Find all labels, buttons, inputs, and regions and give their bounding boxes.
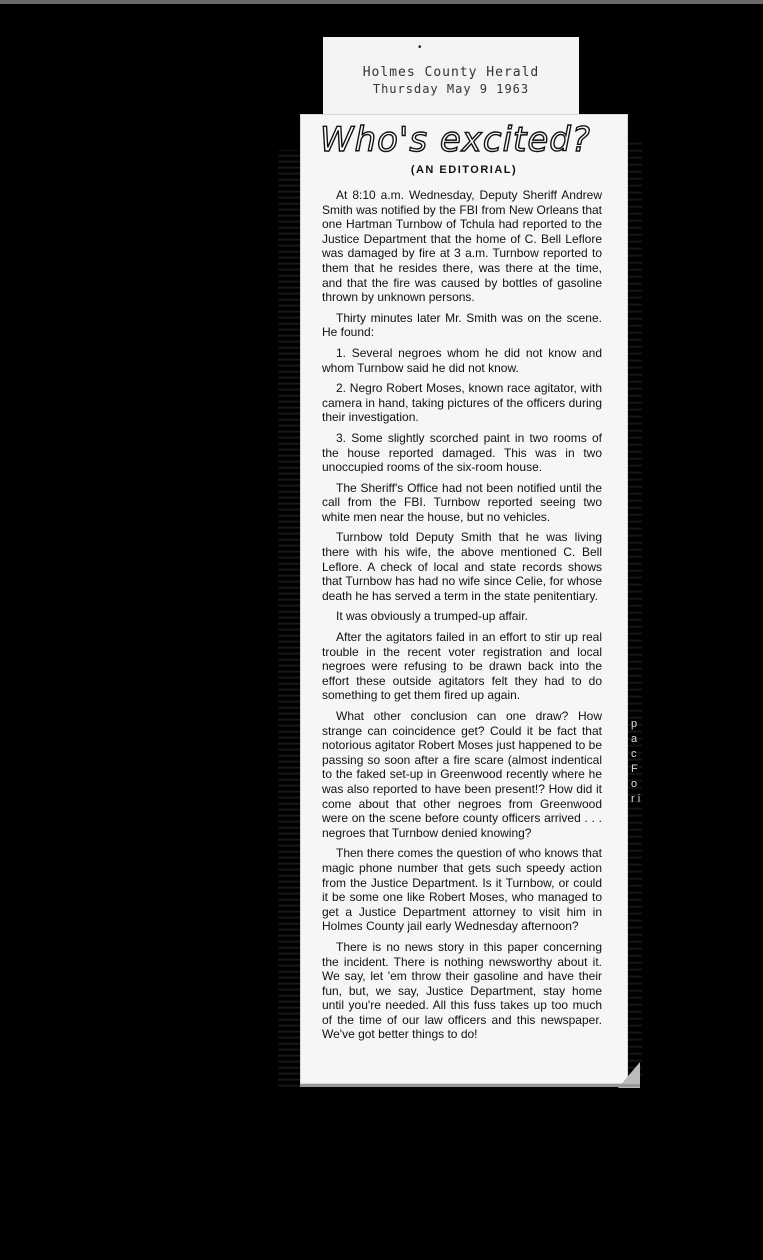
article-title: Who's excited? xyxy=(320,120,591,160)
clipping-bottom-edge xyxy=(300,1084,640,1087)
article-body xyxy=(322,188,602,1048)
scan-speckle-left xyxy=(278,150,300,1090)
article-paragraph: There is no news story in this paper concerning the incident. There is nothing newsworthy about it. We say, let 'em throw their gasoline and have their fun, but, we say, Justice Department, stay home until you're needed. All this fuss takes up too much of the time of our law officers and this newspaper. We've got better things to do! xyxy=(322,939,602,1042)
article-paragraph: It was obviously a trumped-up affair. xyxy=(336,609,528,624)
article-paragraph: The Sheriff's Office had not been notified until the call from the FBI. Turnbow reported seeing two white men near the house, but no vehicles. xyxy=(322,480,602,524)
article-paragraph: 2. Negro Robert Moses, known race agitator, with camera in hand, taking pictures of the officers during their investigation. xyxy=(322,381,602,425)
masthead-paper-name: Holmes County Herald xyxy=(362,65,540,80)
masthead-clipping xyxy=(323,37,579,117)
article-subtitle: (AN EDITORIAL) xyxy=(410,164,518,176)
margin-fragment-text: p a c F o r i xyxy=(631,718,641,805)
article-paragraph: 1. Several negroes whom he did not know and whom Turnbow said he did not know. xyxy=(322,345,602,375)
article-paragraph: After the agitators failed in an effort to stir up real trouble in the recent voter registration and local negroes were refusing to be drawn back into the effort these outside agitators felt they had to do something to get them fired up again. xyxy=(322,630,602,703)
article-paragraph: 3. Some slightly scorched paint in two rooms of the house reported damaged. This was in two unoccupied rooms of the six-room house. xyxy=(322,430,602,475)
masthead-mark: • xyxy=(418,42,422,53)
article-paragraph: Then there comes the question of who knows that magic phone number that gets such speedy action from the Justice Department. Is it Turnbow, or could it be some one like Robert Moses, who managed to get a Justice Department attorney to visit him in Holmes County jail early Wednesday afternoon? xyxy=(322,846,602,934)
article-paragraph: What other conclusion can one draw? How strange can coincidence get? Could it be fact that notorious agitator Robert Moses just happened to be passing so soon after a fire scare (almost indentical to the faked set-up in Greenwood recently where he was also reported to have been present!? How did it come about that other negroes from Greenwood were on the scene before county officers arrived . . . negroes that Turnbow denied knowing? xyxy=(322,709,602,840)
article-paragraph: Thirty minutes later Mr. Smith was on the scene. He found: xyxy=(322,310,602,340)
article-paragraph: At 8:10 a.m. Wednesday, Deputy Sheriff Andrew Smith was notified by the FBI from New Orleans that one Hartman Turnbow of Tchula had reported to the Justice Department that the home of C. Bell Leflore was damaged by fire at 3 a.m. Turnbow reported to them that he resides there, was there at the time, and that the fire was caused by bottles of gasoline thrown by unknown persons. xyxy=(322,188,602,305)
article-paragraph: Turnbow told Deputy Smith that he was living there with his wife, the above mentioned C. Bell Leflore. A check of local and state records shows that Turnbow has had no wife since Celie, for whose death he has served a term in the state penitentiary. xyxy=(322,530,602,603)
scan-edge xyxy=(0,0,763,4)
masthead-date: Thursday May 9 1963 xyxy=(372,82,530,96)
scan-speckle-right xyxy=(628,140,642,1080)
